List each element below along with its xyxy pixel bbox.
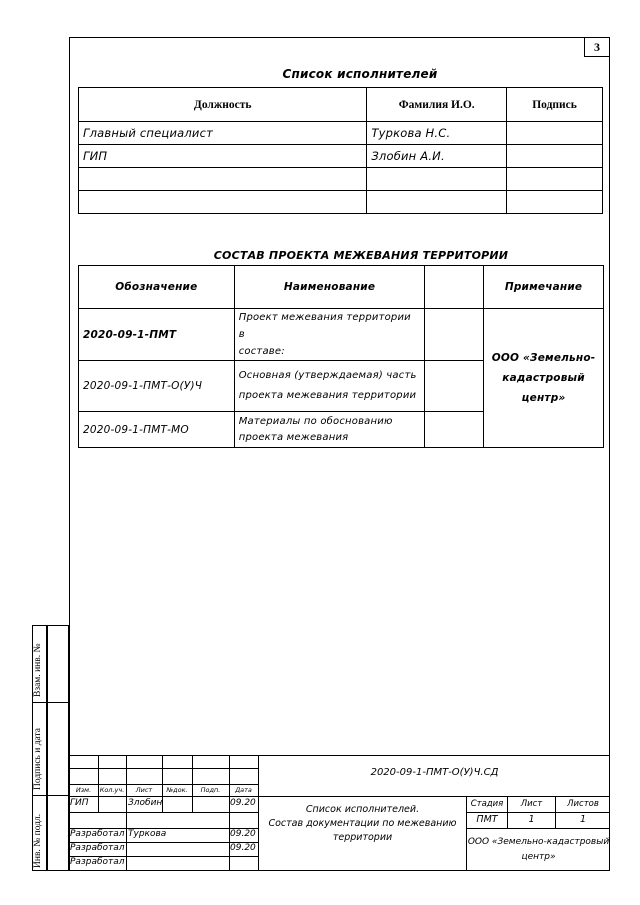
organization-line: ООО «Земельно-кадастровый <box>467 837 610 847</box>
doc-title <box>259 803 466 845</box>
staff-role: Разработал <box>70 829 125 839</box>
name-cell <box>367 168 507 191</box>
sign-date-label: Подпись и дата <box>33 727 43 790</box>
staff-name: Злобин <box>128 798 163 808</box>
name-cell: Злобин А.И. <box>367 145 507 168</box>
position-cell: ГИП <box>79 145 367 168</box>
staff-role: Разработал <box>70 857 125 867</box>
page-number: 3 <box>584 37 610 57</box>
executors-table <box>78 87 603 214</box>
table-row <box>79 145 603 168</box>
signature-cell <box>507 145 603 168</box>
blank-cell <box>425 309 484 361</box>
staff-date: 09.20 <box>230 829 256 839</box>
col-label: №док. <box>166 786 188 794</box>
doc-title-line: Список исполнителей. <box>305 804 420 815</box>
position-cell <box>79 168 367 191</box>
sheets-label: Листов <box>567 799 599 809</box>
staff-name: Туркова <box>128 829 167 839</box>
title-line: проекта межевания территории <box>238 390 417 401</box>
doc-code: 2020-09-1-ПМТ-О(У)Ч.СД <box>370 767 499 778</box>
col-label: Кол.уч. <box>99 786 125 794</box>
staff-role: ГИП <box>70 798 89 808</box>
signature-cell <box>507 122 603 145</box>
title-line: составе: <box>238 346 285 357</box>
title-line: Основная (утверждаемая) часть <box>238 370 417 381</box>
col-label: Дата <box>235 786 252 794</box>
header-note: Примечание <box>484 266 604 309</box>
signature-cell <box>507 168 603 191</box>
composition-table <box>78 265 604 448</box>
name-cell <box>367 191 507 214</box>
code-cell: 2020-09-1-ПМТ-МО <box>79 412 235 448</box>
table-row <box>79 122 603 145</box>
col-label: Лист <box>135 786 153 794</box>
staff-date: 09.20 <box>230 798 256 808</box>
table-row <box>79 309 604 361</box>
note-line: кадастровый центр» <box>502 372 585 404</box>
inv-orig-label: Инв. № подл. <box>33 813 43 868</box>
side-stamp <box>32 625 69 871</box>
code-cell: 2020-09-1-ПМТ <box>79 309 235 361</box>
title-block <box>69 755 610 871</box>
sheet-value: 1 <box>528 814 535 825</box>
doc-title-line: территории <box>332 832 393 843</box>
header-code: Обозначение <box>79 266 235 309</box>
table-row <box>79 191 603 214</box>
stage-value: ПМТ <box>476 814 498 825</box>
header-title: Наименование <box>234 266 425 309</box>
col-label: Подп. <box>200 786 221 794</box>
executors-title: Список исполнителей <box>282 67 438 81</box>
staff-role: Разработал <box>70 843 125 853</box>
organization-line: центр» <box>521 852 556 862</box>
blank-cell <box>425 361 484 412</box>
signature-cell <box>507 191 603 214</box>
code-cell: 2020-09-1-ПМТ-О(У)Ч <box>79 361 235 412</box>
header-position: Должность <box>79 88 367 122</box>
title-line: Материалы по обоснованию <box>238 415 393 427</box>
replace-inv-label: Взам. инв. № <box>33 643 43 697</box>
header-name: Фамилия И.О. <box>367 88 507 122</box>
sheet-label: Лист <box>520 799 543 809</box>
blank-cell <box>425 412 484 448</box>
position-cell: Главный специалист <box>79 122 367 145</box>
table-row <box>79 168 603 191</box>
header-signature: Подпись <box>507 88 603 122</box>
note-cell <box>484 309 604 448</box>
stage-label: Стадия <box>470 799 504 809</box>
title-line: Проект межевания территории в <box>238 312 411 340</box>
name-cell: Туркова Н.С. <box>367 122 507 145</box>
doc-title-line: Состав документации по межеванию <box>268 818 457 829</box>
header-blank <box>425 266 484 309</box>
position-cell <box>79 191 367 214</box>
col-label: Изм. <box>75 786 92 794</box>
staff-date: 09.20 <box>230 843 256 853</box>
sheets-value: 1 <box>579 814 587 825</box>
organization <box>467 835 610 865</box>
note-line: ООО «Земельно- <box>491 352 596 364</box>
title-line: проекта межевания <box>238 431 349 443</box>
composition-title: СОСТАВ ПРОЕКТА МЕЖЕВАНИЯ ТЕРРИТОРИИ <box>213 249 509 262</box>
